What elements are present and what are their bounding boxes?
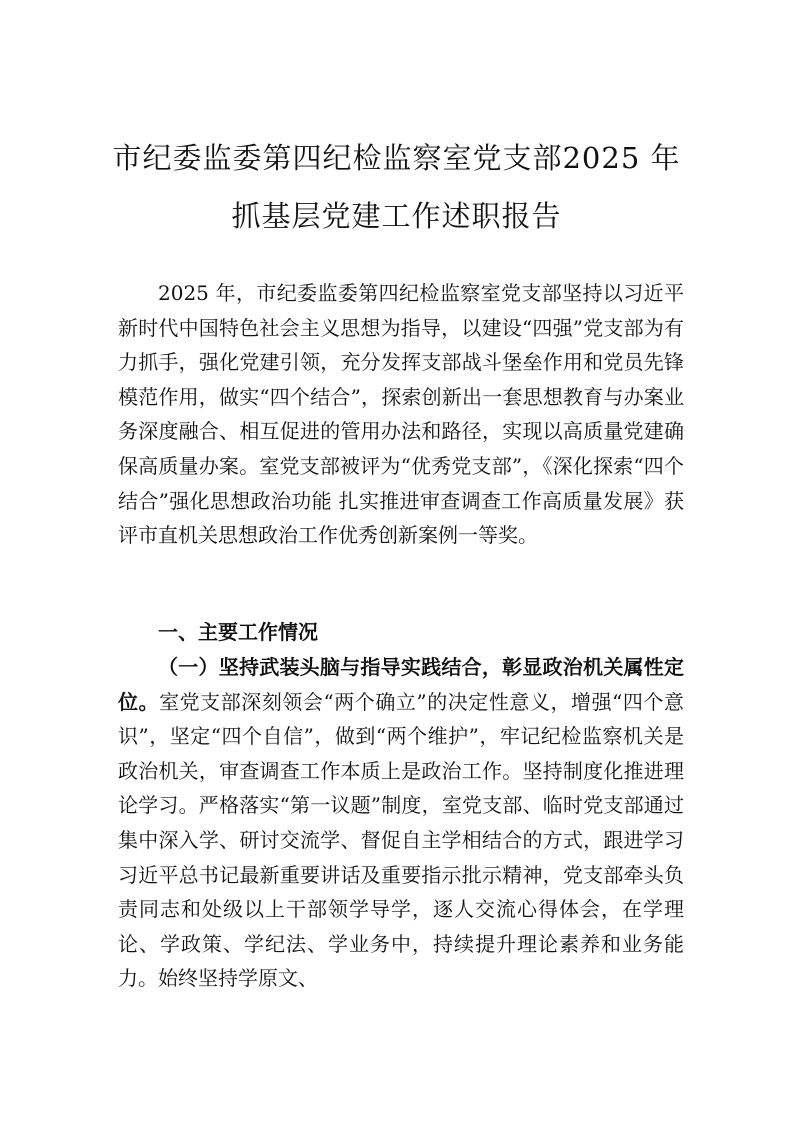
subsection-body: 室党支部深刻领会“两个确立”的决定性意义，增强“四个意识”，坚定“四个自信”，做到“两个维护”，牢记纪检监察机关是政治机关，审查调查工作本质上是政治工作。坚持制度化推进理论学习。严格落实“第一议题”制度，室党支部、临时党支部通过集中深入学、研讨交流学、督促自主学相结合的方式，跟进学习习近平总书记最新重要讲话及重要指示批示精神，党支部牵头负责同志和处级以上干部领学导学，逐人交流心得体会，在学理论、学政策、学纪法、学业务中，持续提升理论素养和业务能力。始终坚持学原文、 [118,689,684,991]
section-1-paragraph [118,650,684,996]
section-heading-main-work: 一、主要工作情况 [158,620,318,644]
document-title-line-2: 抓基层党建工作述职报告 [231,199,562,233]
subsection-lead: （一）坚持武装头脑与指导实践结合，彰显政治机关属性定位。 [118,655,684,714]
document-title-line-1: 市纪委监委第四纪检监察室党支部2025 年 [112,141,681,175]
intro-paragraph: 2025 年，市纪委监委第四纪检监察室党支部坚持以习近平新时代中国特色社会主义思想为指导，以建设“四强”党支部为有力抓手，强化党建引领，充分发挥支部战斗堡垒作用和党员先锋模范作用，做实“四个结合”，探索创新出一套思想教育与办案业务深度融合、相互促进的管用办法和路径，实现以高质量党建确保高质量办案。室党支部被评为“优秀党支部”，《深化探索“四个结合”强化思想政治功能 扎实推进审查调查工作高质量发展》获评市直机关思想政治工作优秀创新案例一等奖。 [118,281,684,548]
